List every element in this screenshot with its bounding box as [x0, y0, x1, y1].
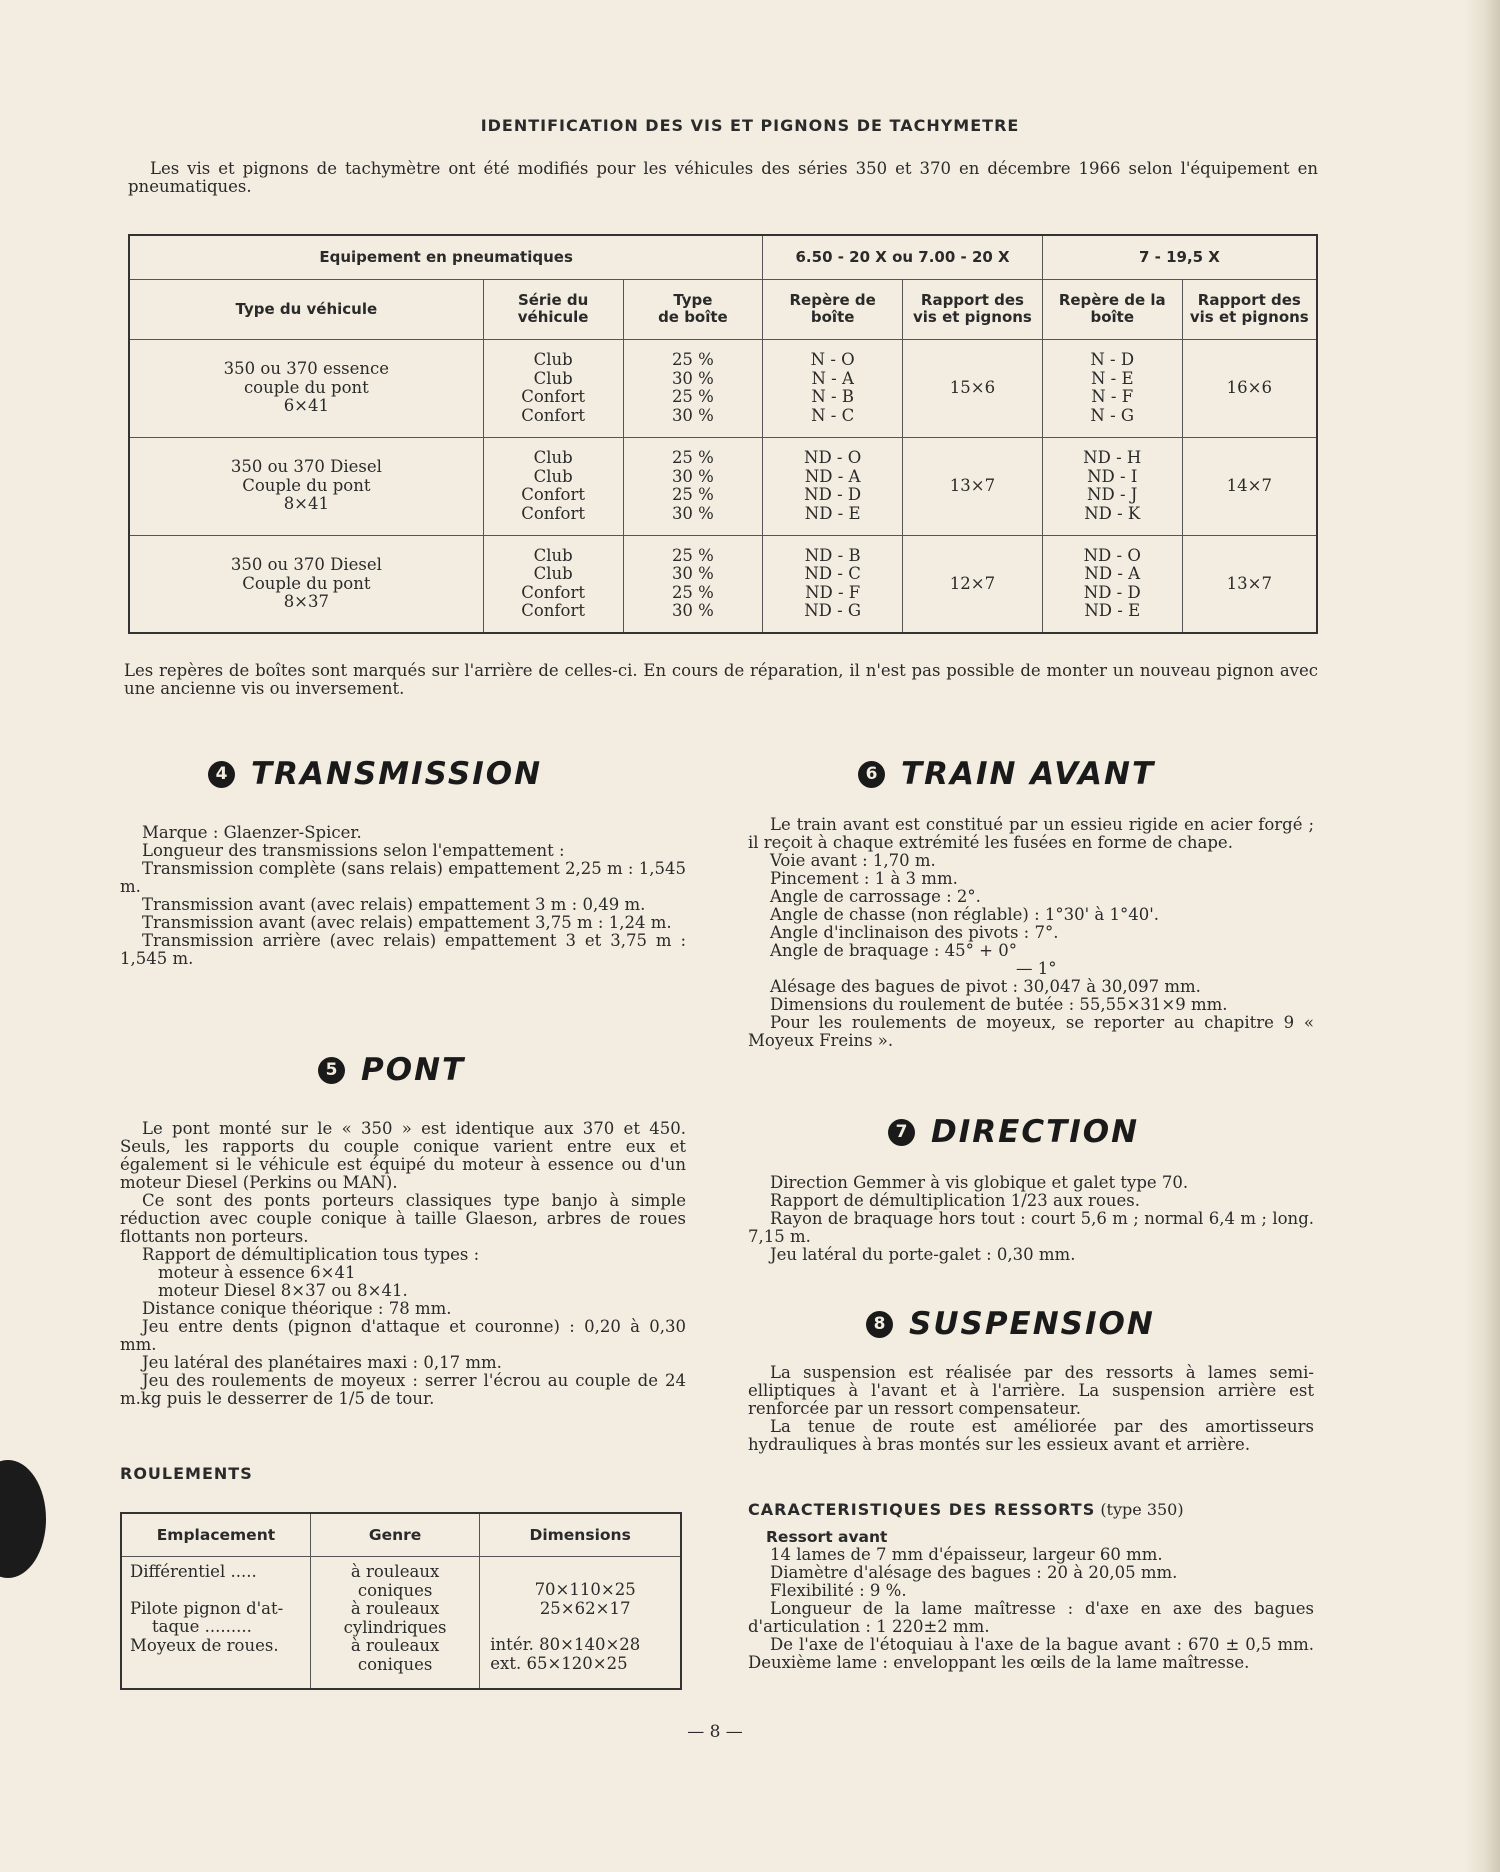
ressorts-heading: CARACTERISTIQUES DES RESSORTS (type 350)	[748, 1500, 1184, 1519]
rapport-1-cell: 13×7	[903, 437, 1043, 535]
vehicle-cell: 350 ou 370 Diesel Couple du pont 8×37	[129, 535, 483, 633]
page-spine-shadow	[1464, 0, 1500, 1872]
section-transmission-heading	[208, 756, 542, 792]
repere-1-cell: ND - O ND - A ND - D ND - E	[763, 437, 903, 535]
table-note: Les repères de boîtes sont marqués sur l'arrière de celles-ci. En cours de réparation, il n'est pas possible de monter un nouveau pignon avec une ancienne vis ou inversement.	[124, 661, 1318, 698]
table-row	[121, 1557, 681, 1690]
rapport-1-cell: 12×7	[903, 535, 1043, 633]
box-type-cell: 25 % 30 % 25 % 30 %	[623, 535, 763, 633]
section-number-badge: 7	[888, 1119, 915, 1146]
table-row	[129, 535, 1317, 633]
genre-cell: à rouleaux coniques à rouleaux cylindriques à rouleaux coniques	[310, 1557, 479, 1690]
series-cell: Club Club Confort Confort	[483, 437, 623, 535]
pont-text: Le pont monté sur le « 350 » est identique aux 370 et 450. Seuls, les rapports du couple conique varient entre eux et également si le véhicule est équipé du moteur à essence ou d'un moteur Diesel (Perkins ou MAN). Ce sont des ponts porteurs classiques type banjo à simple réduction avec couple conique à taille Glaeson, arbres de roues flottants non porteurs. Rapport de démultiplication tous types : moteur à essence 6×41 moteur Diesel 8×37 ou 8×41. Distance conique théorique : 78 mm. Jeu entre dents (pignon d'attaque et couronne) : 0,20 à 0,30 mm. Jeu latéral des planétaires maxi : 0,17 mm. Jeu des roulements de moyeux : serrer l'écrou au couple de 24 m.kg puis le desserrer de 1/5 de tour.	[120, 1119, 686, 1408]
repere-1-cell: N - O N - A N - B N - C	[763, 339, 903, 437]
section-suspension-heading	[866, 1306, 1155, 1342]
rapport-2-cell: 13×7	[1182, 535, 1317, 633]
roulements-title: ROULEMENTS	[120, 1464, 253, 1483]
table-row	[129, 437, 1317, 535]
rapport-2-cell: 14×7	[1182, 437, 1317, 535]
section-title: TRANSMISSION	[251, 756, 543, 792]
col-dimensions: Dimensions	[480, 1513, 681, 1557]
vehicle-cell: 350 ou 370 essence couple du pont 6×41	[129, 339, 483, 437]
roulements-table	[120, 1512, 682, 1690]
suspension-text: La suspension est réalisée par des ressorts à lames semi-elliptiques à l'avant et à l'arrière. La suspension arrière est renforcée par un ressort compensateur. La tenue de route est améliorée par des amortisseurs hydrauliques à bras montés sur les essieux avant et arrière.	[748, 1363, 1314, 1454]
col-repere-1: Repère de boîte	[763, 279, 903, 339]
col-serie: Série du véhicule	[483, 279, 623, 339]
section-number-badge: 8	[866, 1311, 893, 1338]
section-train-avant-heading	[858, 756, 1155, 792]
col-emplacement: Emplacement	[121, 1513, 310, 1557]
rapport-1-cell: 15×6	[903, 339, 1043, 437]
repere-2-cell: ND - H ND - I ND - J ND - K	[1042, 437, 1182, 535]
section-title: TRAIN AVANT	[901, 756, 1156, 792]
transmission-text: Marque : Glaenzer-Spicer. Longueur des transmissions selon l'empattement : Transmission complète (sans relais) empattement 2,25 m : 1,545 m. Transmission avant (avec relais) empattement 3 m : 0,49 m. Transmission avant (avec relais) empattement 3,75 m : 1,24 m. Transmission arrière (avec relais) empattement 3 et 3,75 m : 1,545 m.	[120, 823, 686, 968]
section-title: SUSPENSION	[909, 1306, 1155, 1342]
box-type-cell: 25 % 30 % 25 % 30 %	[623, 437, 763, 535]
section-title: DIRECTION	[931, 1114, 1140, 1150]
col-rapport-2: Rapport des vis et pignons	[1182, 279, 1317, 339]
binder-hole-icon	[0, 1460, 46, 1578]
equip-header: Equipement en pneumatiques	[129, 235, 763, 279]
rapport-2-cell: 16×6	[1182, 339, 1317, 437]
section-number-badge: 6	[858, 761, 885, 788]
document-title: IDENTIFICATION DES VIS ET PIGNONS DE TACHYMETRE	[480, 116, 1020, 135]
section-number-badge: 5	[318, 1057, 345, 1084]
col-type-vehicule: Type du véhicule	[129, 279, 483, 339]
repere-2-cell: ND - O ND - A ND - D ND - E	[1042, 535, 1182, 633]
section-number-badge: 4	[208, 761, 235, 788]
section-pont-heading	[318, 1052, 465, 1088]
page-number: — 8 —	[687, 1722, 743, 1742]
repere-1-cell: ND - B ND - C ND - F ND - G	[763, 535, 903, 633]
ressorts-text: 14 lames de 7 mm d'épaisseur, largeur 60 mm. Diamètre d'alésage des bagues : 20 à 20,05 mm. Flexibilité : 9 %. Longueur de la lame maîtresse : d'axe en axe des bagues d'articulation : 1 220±2 mm. De l'axe de l'étoquiau à l'axe de la bague avant : 670 ± 0,5 mm. Deuxième lame : enveloppant les œils de la lame maîtresse.	[748, 1545, 1314, 1672]
repere-2-cell: N - D N - E N - F N - G	[1042, 339, 1182, 437]
direction-text: Direction Gemmer à vis globique et galet type 70. Rapport de démultiplication 1/23 aux roues. Rayon de braquage hors tout : court 5,6 m ; normal 6,4 m ; long. 7,15 m. Jeu latéral du porte-galet : 0,30 mm.	[748, 1173, 1314, 1264]
col-repere-2: Repère de la boîte	[1042, 279, 1182, 339]
series-cell: Club Club Confort Confort	[483, 535, 623, 633]
tyre-group-1-header: 6.50 - 20 X ou 7.00 - 20 X	[763, 235, 1043, 279]
col-rapport-1: Rapport des vis et pignons	[903, 279, 1043, 339]
col-type-boite: Type de boîte	[623, 279, 763, 339]
section-title: PONT	[361, 1052, 466, 1088]
ressort-avant-subheading: Ressort avant	[766, 1528, 888, 1546]
tachymeter-table	[128, 234, 1318, 634]
tyre-group-2-header: 7 - 19,5 X	[1042, 235, 1317, 279]
series-cell: Club Club Confort Confort	[483, 339, 623, 437]
intro-paragraph: Les vis et pignons de tachymètre ont été modifiés pour les véhicules des séries 350 et 370 en décembre 1966 selon l'équipement en pneumatiques.	[128, 159, 1318, 196]
col-genre: Genre	[310, 1513, 479, 1557]
vehicle-cell: 350 ou 370 Diesel Couple du pont 8×41	[129, 437, 483, 535]
table-row	[129, 339, 1317, 437]
section-direction-heading	[888, 1114, 1139, 1150]
train-avant-text: Le train avant est constitué par un essieu rigide en acier forgé ; il reçoit à chaque extrémité les fusées en forme de chape. Voie avant : 1,70 m. Pincement : 1 à 3 mm. Angle de carrossage : 2°. Angle de chasse (non réglable) : 1°30' à 1°40'. Angle d'inclinaison des pivots : 7°. Angle de braquage : 45° + 0° — 1° Alésage des bagues de pivot : 30,047 à 30,097 mm. Dimensions du roulement de butée : 55,55×31×9 mm. Pour les roulements de moyeux, se reporter au chapitre 9 « Moyeux Freins ».	[748, 815, 1314, 1050]
box-type-cell: 25 % 30 % 25 % 30 %	[623, 339, 763, 437]
dimensions-cell: 70×110×25 25×62×17 intér. 80×140×28 ext. 65×120×25	[480, 1557, 681, 1690]
emplacement-cell: Différentiel ..... Pilote pignon d'at- taque ......... Moyeux de roues.	[121, 1557, 310, 1690]
